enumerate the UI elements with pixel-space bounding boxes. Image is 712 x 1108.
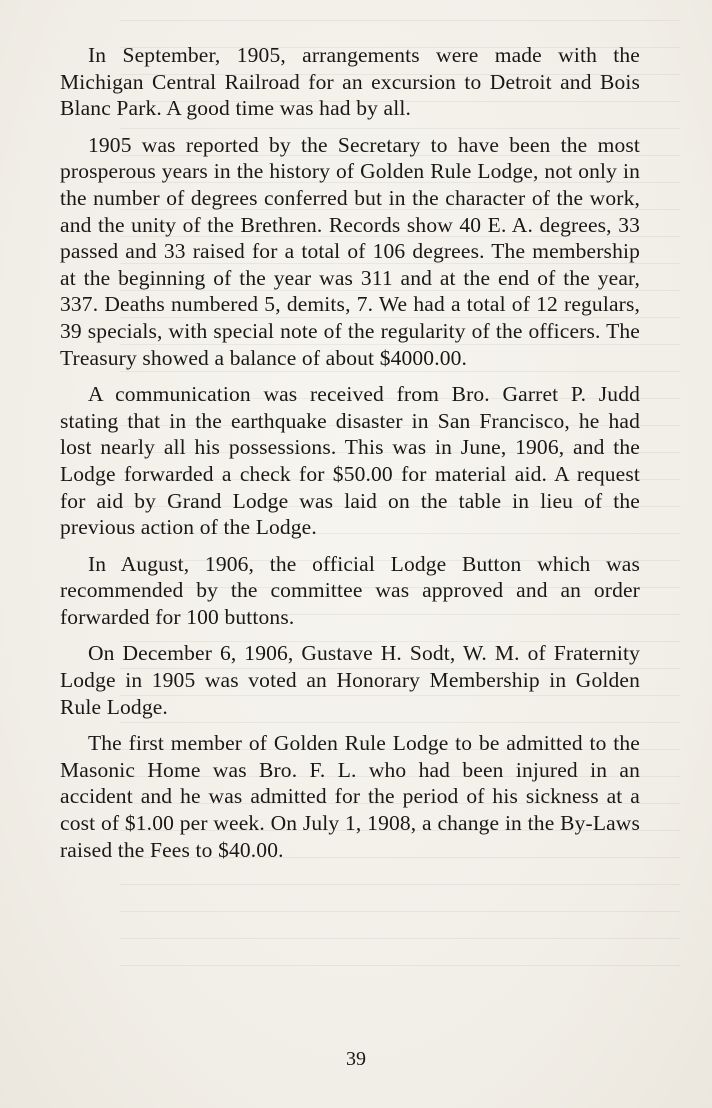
page-number: 39 [346, 1048, 366, 1070]
paragraph-honorary-membership: On December 6, 1906, Gustave H. Sodt, W. M. of Fraternity Lodge in 1905 was voted an Honorary Membership in Golden Rule Lodge. [60, 641, 640, 719]
paragraph-earthquake-aid: A communication was received from Bro. Garret P. Judd stating that in the earthquake disaster in San Francisco, he had lost nearly all his possessions. This was in June, 1906, and the Lodge forwarded a check for $50.00 for material aid. A request for aid by Grand Lodge was laid on the table in lieu of the previous action of the Lodge. [60, 382, 640, 540]
paragraph-excursion: In September, 1905, arrangements were made with the Michigan Central Railroad for an excursion to Detroit and Bois Blanc Park. A good time was had by all. [60, 43, 640, 121]
paragraph-prosperous-year: 1905 was reported by the Secretary to have been the most prosperous years in the history of Golden Rule Lodge, not only in the number of degrees conferred but in the character of the work, and the unity of the Brethren. Records show 40 E. A. degrees, 33 passed and 33 raised for a total of 106 degrees. The membership at the beginning of the year was 311 and at the end of the year, 337. Deaths numbered 5, demits, 7. We had a total of 12 regulars, 39 specials, with special note of the regularity of the officers. The Treasury showed a balance of about $4000.00. [60, 132, 640, 370]
paragraph-lodge-button: In August, 1906, the official Lodge Button which was recommended by the committee was approved and an order forwarded for 100 buttons. [60, 551, 640, 629]
body-text [60, 42, 640, 873]
paragraph-masonic-home: The first member of Golden Rule Lodge to be admitted to the Masonic Home was Bro. F. L. who had been injured in an accident and he was admitted for the period of his sickness at a cost of $1.00 per week. On July 1, 1908, a change in the By-Laws raised the Fees to $40.00. [60, 731, 640, 862]
